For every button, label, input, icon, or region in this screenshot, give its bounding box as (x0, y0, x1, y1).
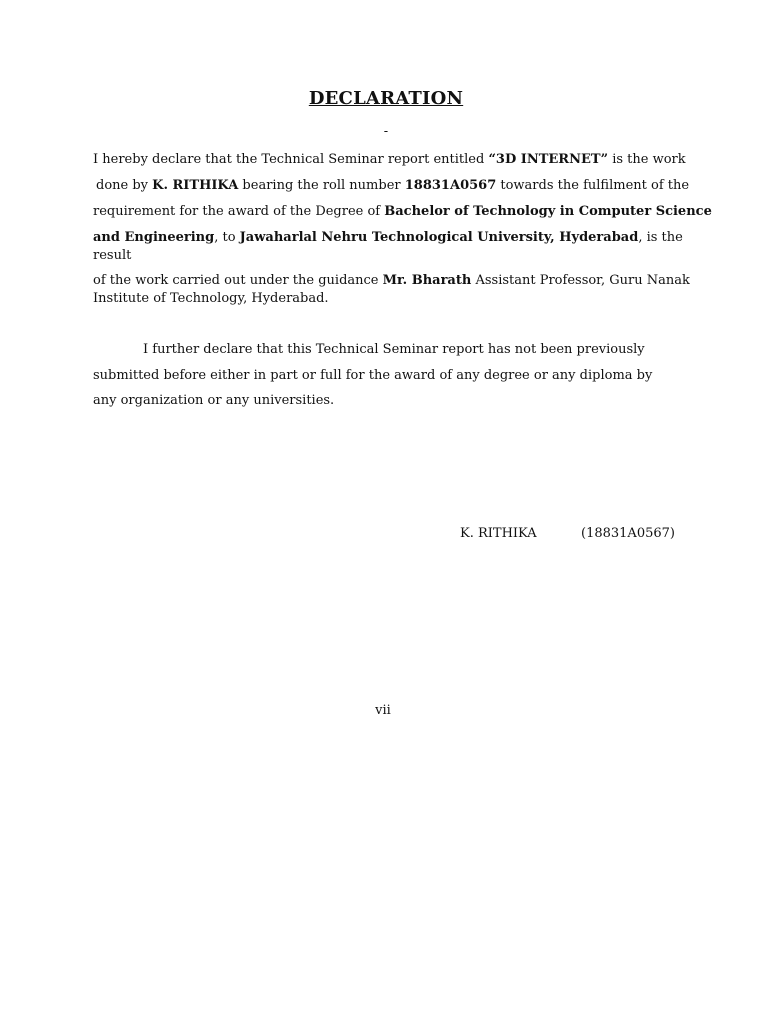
para1-line6-text-a: of the work carried out under the guidance (93, 273, 383, 288)
para2-line1: I further declare that this Technical Seminar report has not been previously (143, 342, 645, 357)
signature-name: K. RITHIKA (460, 526, 537, 541)
para1-line6 (93, 273, 690, 289)
para1-line7: Institute of Technology, Hyderabad. (93, 291, 329, 306)
guide-name: Mr. Bharath (382, 273, 472, 288)
para1-line2-text-c: bearing the roll number (238, 178, 405, 193)
page-title: DECLARATION (308, 88, 464, 109)
degree-name-cont: and Engineering (93, 230, 215, 245)
dash-mark: - (383, 124, 389, 139)
para1-line2-text-a: done by (96, 178, 153, 193)
signature-roll: (18831A0567) (581, 526, 675, 541)
para1-line3-text-a: requirement for the award of the Degree of (93, 204, 385, 219)
para1-line4-text-d: , is the (638, 230, 683, 245)
para1-line1-text-a: I hereby declare that the Technical Seminar report entitled (93, 152, 489, 167)
report-title: “3D INTERNET” (488, 152, 609, 167)
para1-line4 (93, 230, 683, 246)
para1-line2 (96, 178, 690, 194)
para2-line2: submitted before either in part or full for the award of any degree or any diploma by (93, 368, 653, 383)
para1-line1-text-c: is the work (608, 152, 686, 167)
para1-line2-text-e: towards the fulfilment of the (496, 178, 690, 193)
para1-line5: result (93, 248, 132, 263)
para1-line4-text-b: , to (214, 230, 240, 245)
para2-line3: any organization or any universities. (93, 393, 335, 408)
roll-number: 18831A0567 (404, 178, 497, 193)
degree-name: Bachelor of Technology in Computer Science (384, 204, 712, 219)
student-name: K. RITHIKA (152, 178, 239, 193)
para1-line1 (93, 152, 686, 168)
para1-line6-text-c: Assistant Professor, Guru Nanak (471, 273, 690, 288)
university-name: Jawaharlal Nehru Technological University, Hyderabad (239, 230, 639, 245)
para1-line3 (93, 204, 712, 220)
page-number: vii (375, 703, 391, 718)
